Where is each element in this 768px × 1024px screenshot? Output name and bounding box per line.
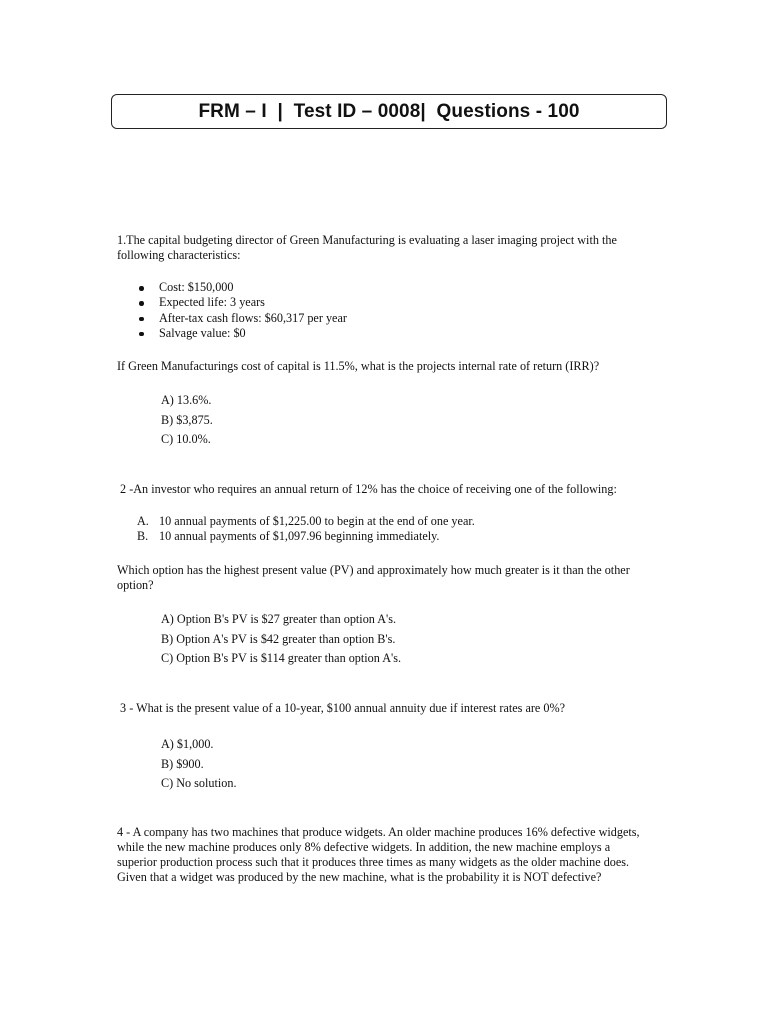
question-1-options xyxy=(161,391,213,450)
list-item xyxy=(117,529,475,544)
question-2-text: 2 -An investor who requires an annual return of 12% has the choice of receiving one of the following: xyxy=(117,482,617,496)
question-3-intro xyxy=(117,701,677,716)
list-item: After-tax cash flows: $60,317 per year xyxy=(117,311,347,326)
question-2-prompt xyxy=(117,563,647,593)
answer-option-c: C) Option B's PV is $114 greater than option A's. xyxy=(161,651,402,665)
list-item: Cost: $150,000 xyxy=(117,280,347,295)
list-item xyxy=(117,514,475,529)
choices-list xyxy=(117,514,475,545)
question-4-text: 4 - A company has two machines that produce widgets. An older machine produces 16% defective widgets, while the new machine produces only 8% defective widgets. In addition, the new machine employs a superior production process such that it produces three times as many widgets as the older machine does. Given that a widget was produced by the new machine, what is the probability it is NOT defective? xyxy=(117,825,640,884)
answer-option-a: A) 13.6%. xyxy=(161,393,212,407)
list-item: Expected life: 3 years xyxy=(117,295,347,310)
answer-option-a: A) $1,000. xyxy=(161,737,214,751)
choice-marker: B. xyxy=(137,529,149,544)
question-3-options xyxy=(161,735,237,794)
question-1-prompt xyxy=(117,359,677,374)
test-header-box xyxy=(111,94,667,129)
characteristics-list xyxy=(117,280,347,341)
answer-option-b: B) $3,875. xyxy=(161,412,213,427)
question-3-text: 3 - What is the present value of a 10-year, $100 annual annuity due if interest rates are 0%? xyxy=(117,701,566,715)
choice-text: 10 annual payments of $1,097.96 beginning immediately. xyxy=(159,529,440,544)
question-1-text: 1.The capital budgeting director of Green Manufacturing is evaluating a laser imaging project with the following characteristics: xyxy=(117,233,617,262)
answer-option-c: C) 10.0%. xyxy=(161,432,211,446)
question-2-intro xyxy=(117,482,677,497)
test-header-title: FRM – I | Test ID – 0008| Questions - 100 xyxy=(198,100,580,122)
question-2-options xyxy=(161,610,401,669)
answer-option-b: B) Option A's PV is $42 greater than option B's. xyxy=(161,631,396,646)
answer-option-b: B) $900. xyxy=(161,756,204,771)
choice-marker: A. xyxy=(137,514,149,528)
answer-option-c: C) No solution. xyxy=(161,776,237,790)
question-2-choices xyxy=(117,514,475,545)
question-4-intro xyxy=(117,825,647,885)
answer-option-a: A) Option B's PV is $27 greater than option A's. xyxy=(161,612,397,626)
choice-text: 10 annual payments of $1,225.00 to begin at the end of one year. xyxy=(159,514,475,528)
list-item: Salvage value: $0 xyxy=(117,326,347,341)
question-1-question: If Green Manufacturings cost of capital is 11.5%, what is the projects internal rate of return (IRR)? xyxy=(117,359,600,373)
question-2-question: Which option has the highest present value (PV) and approximately how much greater is it than the other option? xyxy=(117,563,630,592)
question-1-characteristics xyxy=(117,280,347,341)
question-1-intro xyxy=(117,233,652,263)
